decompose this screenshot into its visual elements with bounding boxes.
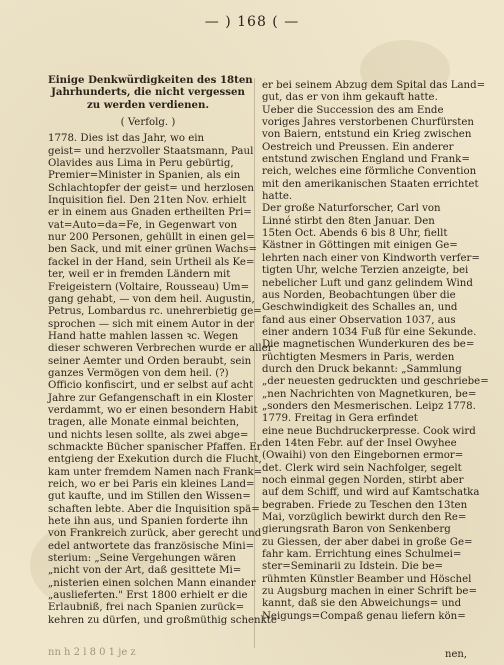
text-line: von Baiern, entstund ein Krieg zwischen — [262, 129, 472, 141]
text-line: seiner Aemter und Orden beraubt, sein — [48, 355, 252, 367]
text-line: Die magnetischen Wunderkuren des be= — [262, 339, 475, 351]
text-line: kannt, daß sie den Abweichungs= und — [262, 598, 462, 610]
text-line: det. Clerk wird sein Nachfolger, segelt — [262, 462, 462, 474]
text-line: „sonders den Mesmerischen. Leipz 1778. — [262, 400, 476, 412]
text-line: noch einmal gegen Norden, stirbt aber — [262, 475, 464, 486]
text-line: Der große Naturforscher, Carl von — [262, 203, 441, 215]
text-line: voriges Jahres verstorbenen Churfürsten — [262, 117, 474, 129]
text-line: entgieng der Exekution durch die Flucht, — [48, 454, 262, 466]
text-line: ganzes Vermögen von dem heil. (?) — [48, 367, 229, 379]
text-line: lehrten nach einer von Kindworth verfer= — [262, 252, 480, 264]
text-line: rühmten Künstler Beamber und Höschel — [262, 573, 472, 585]
text-line: Jahre zur Gefangenschaft in ein Kloster — [48, 392, 253, 404]
title-line: Einige Denkwürdigkeiten des 18ten — [48, 74, 253, 86]
text-line: Mai, vorzüglich bewirkt durch den Re= — [262, 512, 467, 524]
text-line: verdammt, wo er einen besondern Habit — [48, 404, 258, 416]
text-line: hatte. — [262, 191, 293, 203]
text-line: gut kaufte, und im Stillen den Wissen= — [48, 491, 251, 503]
text-line: 1779. Freitag in Gera erfindet — [262, 413, 418, 425]
text-line: fahr kam. Errichtung eines Schulmei= — [262, 549, 462, 561]
text-line: nur 200 Personen, gehüllt in einen gel= — [48, 232, 255, 244]
text-line: (Owaihi) von den Eingebornen ermor= — [262, 450, 464, 462]
text-line: dieser schweren Verbrechen wurde er aller — [48, 343, 273, 355]
left-column — [48, 74, 277, 627]
text-line: 1778. Dies ist das Jahr, wo ein — [48, 133, 205, 145]
text-line: auf dem Schiff, und wird auf Kamtschatka — [262, 487, 480, 499]
text-line: den 14ten Febr. auf der Insel Owyhee — [262, 437, 457, 449]
text-line: kam unter fremdem Namen nach Frank= — [48, 466, 263, 478]
text-line: Linné stirbt den 8ten Januar. Den — [262, 215, 435, 227]
text-line: mit den amerikanischen Staaten errichtet — [262, 178, 479, 190]
text-line: Oestreich und Preussen. Ein anderer — [262, 141, 454, 153]
text-line: schmackte Bücher spanischer Pfaffen. Er — [48, 441, 262, 453]
text-line: Schlachtopfer der geist= und herzlosen — [48, 182, 254, 194]
text-line: „nen Nachrichten von Magnetkuren, be= — [262, 388, 477, 400]
text-line: ster=Seminarii zu Idstein. Die be= — [262, 561, 444, 573]
article-subtitle: ( Verfolg. ) — [120, 117, 176, 129]
text-line: Kästner in Göttingen mit einigen Ge= — [262, 240, 458, 252]
text-line: er bei seinem Abzug dem Spital das Land= — [262, 80, 486, 91]
text-line: Inquisition fiel. Den 21ten Nov. erhielt — [48, 195, 247, 207]
text-line: ter, weil er in fremden Ländern mit — [48, 269, 231, 281]
text-line: edel antwortete das französische Mini= — [48, 540, 255, 552]
text-line: gierungsrath Baron von Senkenberg — [262, 524, 451, 536]
text-line: entstund zwischen England und Frank= — [262, 154, 470, 166]
text-line: „der neuesten gedruckten und geschriebe= — [262, 376, 489, 388]
text-line: Officio konfiscirt, und er selbst auf acht — [48, 380, 254, 392]
text-line: sprochen — sich mit einem Autor in der — [48, 318, 255, 330]
text-line: Freigeistern (Voltaire, Rousseau) Um= — [48, 281, 250, 293]
text-line: hete ihn aus, und Spanien forderte ihn — [48, 516, 248, 528]
text-line: begraben. Friede zu Teschen den 13ten — [262, 499, 468, 511]
text-line: vat=Auto=da=Fe, in Gegenwart von — [48, 219, 238, 231]
text-line: geist= und herzvoller Staatsmann, Paul — [48, 145, 254, 157]
text-line: Petrus, Lombardus rc. unehrerbietig ge= — [48, 306, 262, 318]
text-line: und nichts lesen sollte, als zwei abge= — [48, 429, 249, 441]
text-line: eine neue Buchdruckerpresse. Cook wird — [262, 425, 476, 437]
text-line: Erlaubniß, frei nach Spanien zurück= — [48, 602, 245, 614]
text-line: nebelicher Luft und ganz gelindem Wind — [262, 277, 473, 289]
text-line: 15ten Oct. Abends 6 bis 8 Uhr, fiellt — [262, 228, 448, 240]
text-line: tigten Uhr, welche Terzien anzeigte, bei — [262, 265, 469, 277]
text-line: zu Giessen, der aber dabei in große Ge= — [262, 536, 473, 548]
text-line: fackel in der Hand, sein Urtheil als Ke= — [48, 256, 255, 268]
text-line: durch den Druck bekannt: „Sammlung — [262, 363, 462, 375]
text-line: „auslieferten." Erst 1800 erhielt er die — [48, 590, 248, 602]
page-header: — ) 168 ( — — [204, 14, 300, 30]
text-line: reich, wo er bei Paris ein kleines Land= — [48, 479, 255, 490]
catchword: nen, — [445, 649, 467, 660]
text-line: gang gehabt, — von dem heil. Augustin, — [48, 293, 255, 305]
text-line: Ueber die Succession des am Ende — [262, 104, 444, 116]
text-line: zu Augsburg machen in einer Schrift be= — [262, 586, 477, 598]
text-line: gut, das er von ihm gekauft hatte. — [262, 92, 438, 104]
text-line: ben Sack, und mit einer grünen Wachs= — [48, 244, 257, 256]
text-line: Geschwindigkeit des Schalles an, und — [262, 302, 458, 314]
text-line: reich, welches eine förmliche Convention — [262, 166, 477, 178]
text-line: fand aus einer Observation 1037, aus — [262, 314, 456, 326]
text-line: Hand hatte mahlen lassen ꝛc. Wegen — [48, 330, 239, 342]
article-title — [48, 74, 253, 111]
text-line: schaften lebte. Aber die Inquisition spä= — [48, 503, 260, 515]
right-column — [262, 80, 489, 623]
title-line: zu werden verdienen. — [86, 98, 209, 111]
text-line: tragen, alle Monate einmal beichten, — [48, 417, 240, 429]
text-line: „nicht von der Art, daß gesittete Mi= — [48, 565, 242, 577]
column-divider — [254, 78, 255, 648]
text-line: rüchtigten Mesmers in Paris, werden — [262, 351, 455, 363]
text-line: aus Norden, Beobachtungen über die — [262, 289, 456, 301]
text-line: kehren zu dürfen, und großmüthig schenkte — [48, 614, 277, 626]
text-line: Olavides aus Lima in Peru gebürtig, — [48, 158, 234, 170]
text-line: sterium: „Seine Vergehungen wären — [48, 553, 236, 565]
footer-line: nn h 2 l 8 0 1 je z — [48, 647, 136, 658]
text-line: Neigungs=Compaß genau liefern kön= — [262, 610, 466, 622]
text-line: Premier=Minister in Spanien, als ein — [48, 170, 241, 182]
left-body-text — [48, 133, 277, 627]
title-line: Jahrhunderts, die nicht vergessen — [51, 86, 245, 99]
text-line: einer andern 1034 Fuß für eine Sekunde. — [262, 326, 477, 338]
text-line: von Frankreich zurück, aber gerecht und — [48, 528, 262, 540]
right-body-text — [262, 80, 489, 623]
text-line: er in einem aus Gnaden ertheilten Pri= — [48, 207, 252, 219]
text-line: „nisterien einen solchen Mann einander — [48, 577, 256, 589]
